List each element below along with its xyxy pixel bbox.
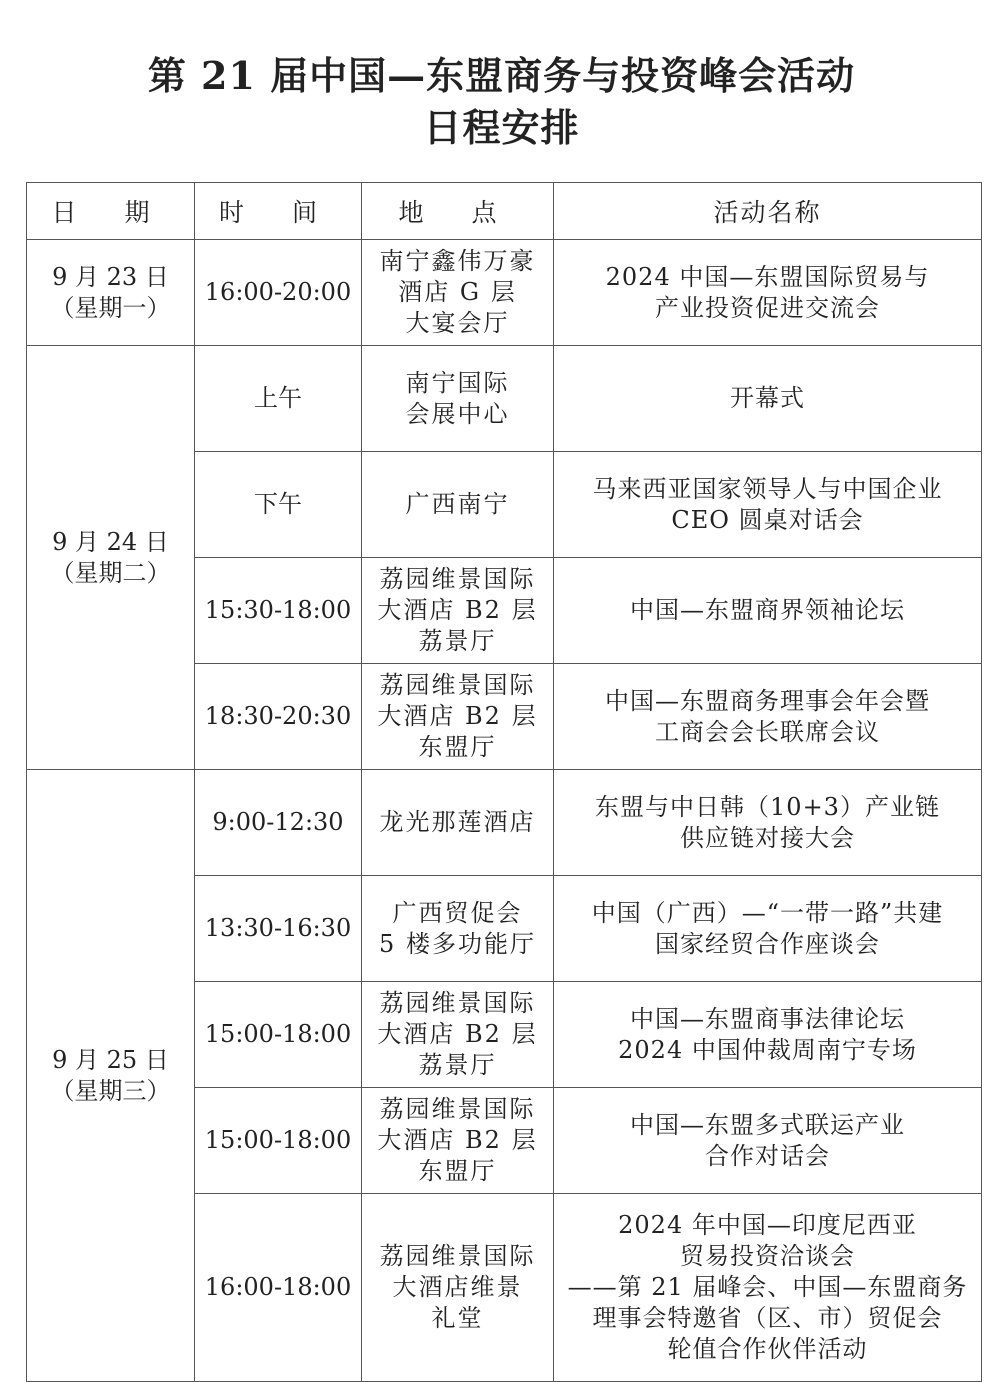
- venue-line: 龙光那莲酒店: [379, 808, 536, 836]
- table-header-row: [27, 183, 982, 240]
- venue-line: 大宴会厅: [405, 309, 510, 337]
- event-line: 马来西亚国家领导人与中国企业: [592, 474, 943, 503]
- venue-line: 广西南宁: [405, 490, 510, 518]
- weekday-text: （星期二）: [50, 558, 171, 587]
- venue-line: 荔园维景国际: [379, 565, 536, 593]
- event-line: 工商会会长联席会议: [655, 717, 880, 746]
- venue-line: 会展中心: [405, 399, 510, 428]
- time-cell: 上午: [195, 346, 362, 452]
- table-row: [27, 770, 982, 876]
- event-line: 2024 年中国—印度尼西亚: [618, 1211, 917, 1239]
- weekday-text: （星期一）: [50, 293, 171, 322]
- event-line: 中国—东盟商界领袖论坛: [630, 596, 905, 624]
- venue-line: 东盟厅: [418, 733, 497, 761]
- event-line: 中国—东盟商事法律论坛: [630, 1004, 905, 1033]
- time-cell: 13:30-16:30: [195, 876, 362, 982]
- venue-line: 大酒店 B2 层: [377, 596, 538, 624]
- venue-line: 荔园维景国际: [379, 1095, 536, 1123]
- venue-line: 东盟厅: [418, 1157, 497, 1185]
- event-line: CEO 圆桌对话会: [671, 505, 864, 534]
- venue-cell: [362, 452, 554, 558]
- event-cell: [554, 452, 982, 558]
- event-cell: [554, 1194, 982, 1382]
- venue-line: 大酒店 B2 层: [377, 702, 538, 730]
- venue-line: 荔景厅: [418, 1051, 497, 1079]
- time-cell: 15:00-18:00: [195, 982, 362, 1088]
- venue-cell: [362, 1088, 554, 1194]
- event-line: 轮值合作伙伴活动: [667, 1335, 868, 1363]
- event-line: 合作对话会: [705, 1141, 830, 1170]
- venue-line: 礼堂: [431, 1304, 484, 1332]
- date-text: 9 月 23 日: [52, 262, 169, 291]
- venue-line: 荔园维景国际: [379, 989, 536, 1017]
- event-cell: [554, 346, 982, 452]
- time-cell: 15:30-18:00: [195, 558, 362, 664]
- event-cell: [554, 240, 982, 346]
- venue-line: 南宁国际: [405, 368, 510, 397]
- date-cell: [27, 770, 195, 1382]
- event-line: 开幕式: [730, 384, 805, 412]
- weekday-text: （星期三）: [50, 1076, 171, 1105]
- event-line: ——第 21 届峰会、中国—东盟商务: [567, 1273, 968, 1301]
- event-line: 2024 中国—东盟国际贸易与: [605, 262, 930, 291]
- venue-cell: [362, 664, 554, 770]
- venue-cell: [362, 558, 554, 664]
- event-line: 中国—东盟多式联运产业: [630, 1110, 905, 1139]
- column-header-date: 日 期: [27, 183, 195, 240]
- event-cell: [554, 770, 982, 876]
- event-line: 国家经贸合作座谈会: [655, 929, 880, 958]
- page-subtitle: 日程安排: [423, 105, 580, 150]
- event-line: 东盟与中日韩（10+3）产业链: [595, 792, 940, 821]
- venue-line: 广西贸促会: [392, 898, 523, 927]
- venue-line: 大酒店 B2 层: [377, 1020, 538, 1048]
- date-cell: [27, 346, 195, 770]
- venue-line: 荔园维景国际: [379, 671, 536, 699]
- venue-cell: [362, 982, 554, 1088]
- venue-line: 荔园维景国际: [379, 1242, 536, 1270]
- venue-line: 南宁鑫伟万豪: [379, 247, 536, 275]
- date-text: 9 月 24 日: [52, 527, 169, 556]
- table-row: [27, 240, 982, 346]
- time-cell: 16:00-20:00: [195, 240, 362, 346]
- page-title: 第 21 届中国—东盟商务与投资峰会活动: [147, 53, 856, 98]
- event-line: 供应链对接大会: [680, 823, 855, 852]
- venue-line: 大酒店维景: [392, 1273, 523, 1301]
- time-cell: 18:30-20:30: [195, 664, 362, 770]
- venue-cell: [362, 240, 554, 346]
- venue-line: 酒店 G 层: [398, 278, 517, 306]
- time-cell: 15:00-18:00: [195, 1088, 362, 1194]
- time-cell: 9:00-12:30: [195, 770, 362, 876]
- schedule-table: [26, 182, 982, 1382]
- event-line: 2024 中国仲裁周南宁专场: [618, 1035, 917, 1064]
- date-cell: [27, 240, 195, 346]
- venue-cell: [362, 876, 554, 982]
- venue-cell: [362, 770, 554, 876]
- time-cell: 下午: [195, 452, 362, 558]
- event-line: 理事会特邀省（区、市）贸促会: [592, 1304, 943, 1332]
- venue-line: 荔景厅: [418, 627, 497, 655]
- table-row: [27, 346, 982, 452]
- event-line: 中国（广西）—“一带一路”共建: [591, 898, 944, 927]
- venue-line: 大酒店 B2 层: [377, 1126, 538, 1154]
- venue-cell: [362, 1194, 554, 1382]
- event-cell: [554, 876, 982, 982]
- date-text: 9 月 25 日: [52, 1045, 169, 1074]
- event-cell: [554, 1088, 982, 1194]
- event-cell: [554, 558, 982, 664]
- venue-line: 5 楼多功能厅: [379, 929, 536, 958]
- venue-cell: [362, 346, 554, 452]
- column-header-venue: 地 点: [362, 183, 554, 240]
- event-line: 产业投资促进交流会: [655, 293, 880, 322]
- event-cell: [554, 664, 982, 770]
- event-line: 中国—东盟商务理事会年会暨: [605, 686, 930, 715]
- column-header-time: 时 间: [195, 183, 362, 240]
- event-cell: [554, 982, 982, 1088]
- time-cell: 16:00-18:00: [195, 1194, 362, 1382]
- event-line: 贸易投资洽谈会: [680, 1242, 855, 1270]
- column-header-event: 活动名称: [554, 183, 982, 240]
